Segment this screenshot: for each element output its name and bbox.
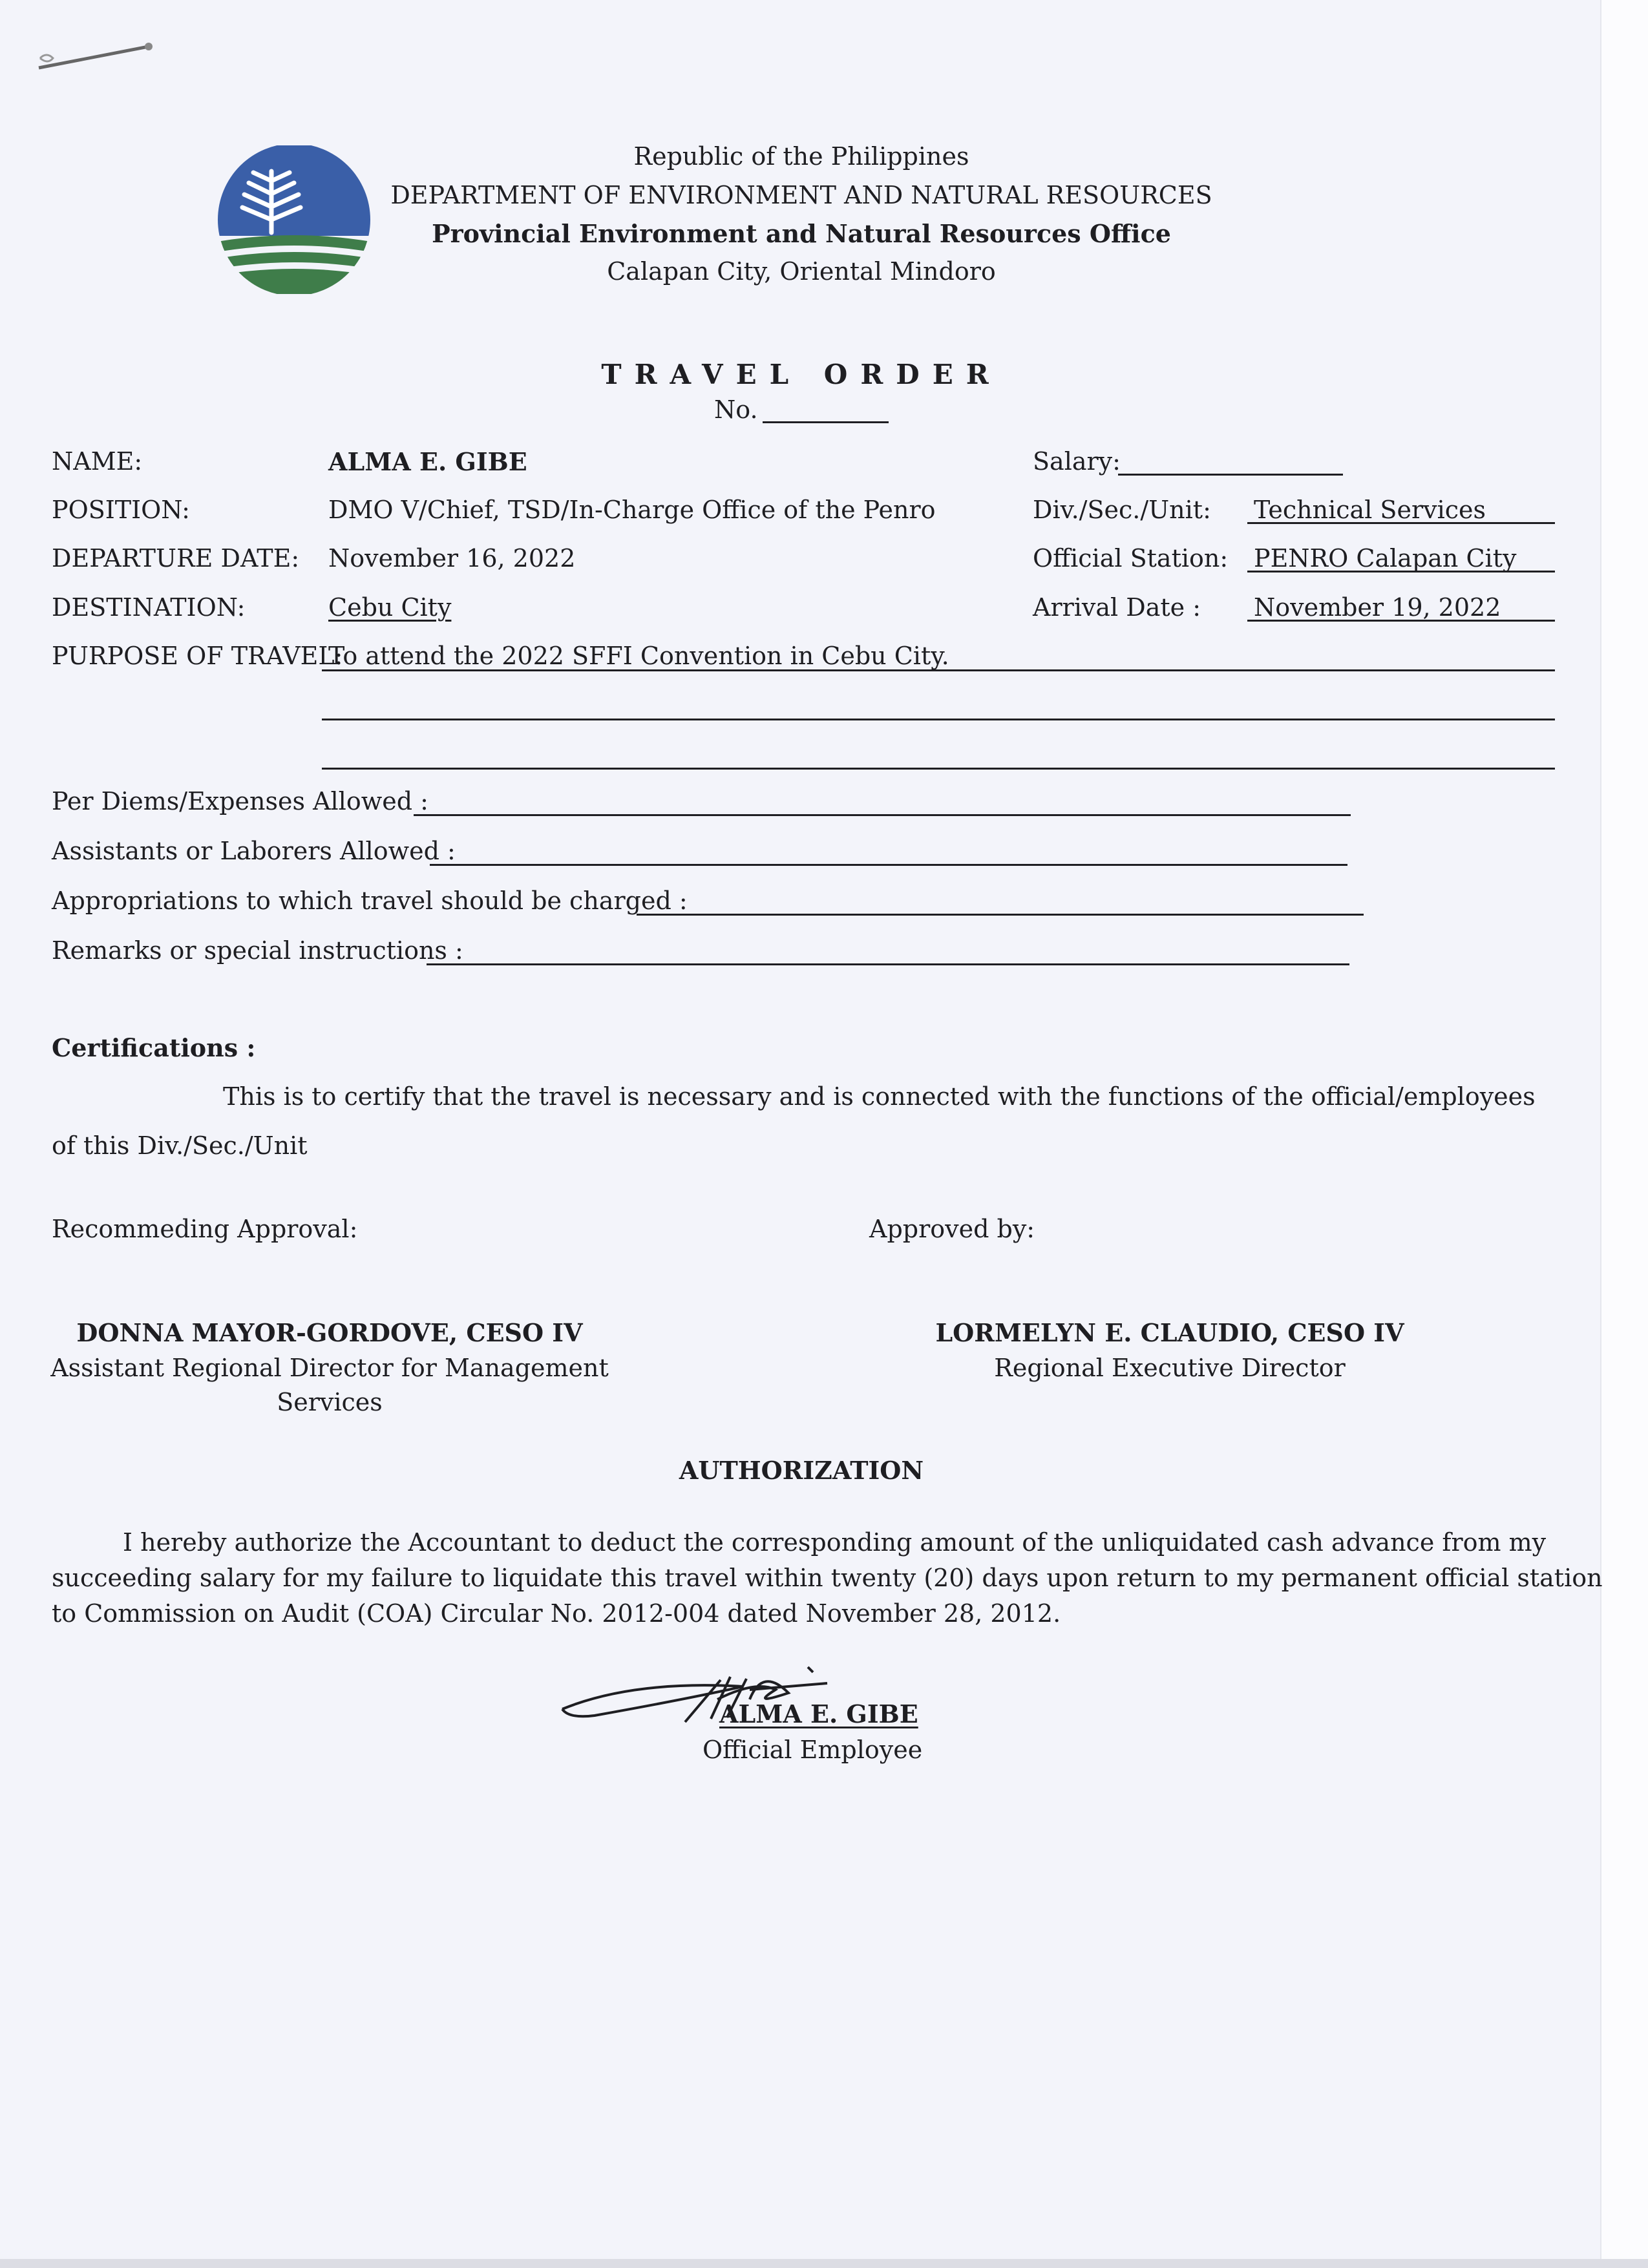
salary-label: Salary: xyxy=(1033,447,1121,476)
recommending-signatory-name: DONNA MAYOR-GORDOVE, CESO IV xyxy=(76,1318,583,1347)
letterhead-office: Provincial Environment and Natural Resources Office xyxy=(432,219,1171,248)
order-number-line xyxy=(763,421,889,423)
division-value: Technical Services xyxy=(1254,496,1486,524)
appropriations-label: Appropriations to which travel should be charged : xyxy=(52,887,688,915)
purpose-line-1 xyxy=(322,669,1555,671)
division-label: Div./Sec./Unit: xyxy=(1033,496,1211,524)
document-title: TRAVEL ORDER xyxy=(601,359,1002,390)
official-station-label: Official Station: xyxy=(1033,544,1229,572)
destination-label: DESTINATION: xyxy=(52,593,246,622)
authorization-heading: AUTHORIZATION xyxy=(679,1456,924,1485)
position-value: DMO V/Chief, TSD/In-Charge Office of the Penro xyxy=(328,496,936,524)
authorization-line-1: I hereby authorize the Accountant to deduct the corresponding amount of the unliquidated cash advance from my xyxy=(123,1528,1547,1557)
recommending-approval-label: Recommeding Approval: xyxy=(52,1215,358,1243)
assistants-label: Assistants or Laborers Allowed : xyxy=(52,837,456,865)
staple-mark-icon xyxy=(32,39,162,78)
name-label: NAME: xyxy=(52,447,143,476)
arrival-date-value: November 19, 2022 xyxy=(1254,593,1501,622)
approved-by-label: Approved by: xyxy=(869,1215,1035,1243)
position-label: POSITION: xyxy=(52,496,190,524)
certification-line-1: This is to certify that the travel is necessary and is connected with the functions of the official/employees xyxy=(223,1082,1536,1111)
employee-title: Official Employee xyxy=(703,1736,923,1764)
recommending-signatory-title-1: Assistant Regional Director for Management xyxy=(50,1354,609,1382)
authorization-line-2: succeeding salary for my failure to liquidate this travel within twenty (20) days upon return to my permanent official station xyxy=(52,1564,1603,1592)
purpose-line-2 xyxy=(322,719,1555,720)
name-value: ALMA E. GIBE xyxy=(328,447,527,476)
destination-value: Cebu City xyxy=(328,593,452,622)
scan-edge xyxy=(1600,0,1648,2268)
authorization-line-3: to Commission on Audit (COA) Circular No. 2012-004 dated November 28, 2012. xyxy=(52,1599,1061,1628)
remarks-label: Remarks or special instructions : xyxy=(52,936,463,965)
approving-signatory-title: Regional Executive Director xyxy=(994,1354,1346,1382)
recommending-signatory-title-2: Services xyxy=(277,1388,383,1416)
purpose-value: To attend the 2022 SFFI Convention in Cebu City. xyxy=(328,642,949,670)
official-station-value: PENRO Calapan City xyxy=(1254,544,1517,572)
letterhead-location: Calapan City, Oriental Mindoro xyxy=(607,257,996,286)
per-diems-line xyxy=(414,814,1351,816)
official-station-line xyxy=(1247,571,1555,572)
division-line xyxy=(1247,522,1555,524)
letterhead-republic: Republic of the Philippines xyxy=(633,142,969,171)
purpose-label: PURPOSE OF TRAVEL: xyxy=(52,642,343,670)
letterhead-department: DEPARTMENT OF ENVIRONMENT AND NATURAL RESOURCES xyxy=(390,181,1212,209)
remarks-line xyxy=(427,963,1349,965)
arrival-date-line xyxy=(1247,620,1555,622)
scan-bottom-edge xyxy=(0,2259,1648,2268)
order-number-label: No. xyxy=(714,395,758,424)
arrival-date-label: Arrival Date : xyxy=(1033,593,1201,622)
departure-date-value: November 16, 2022 xyxy=(328,544,576,572)
certification-line-2: of this Div./Sec./Unit xyxy=(52,1131,308,1160)
per-diems-label: Per Diems/Expenses Allowed : xyxy=(52,787,428,815)
salary-line xyxy=(1118,474,1343,476)
certifications-heading: Certifications : xyxy=(52,1033,256,1062)
approving-signatory-name: LORMELYN E. CLAUDIO, CESO IV xyxy=(935,1318,1404,1347)
appropriations-line xyxy=(637,914,1364,916)
assistants-line xyxy=(430,864,1347,866)
purpose-line-3 xyxy=(322,768,1555,770)
departure-date-label: DEPARTURE DATE: xyxy=(52,544,300,572)
employee-name: ALMA E. GIBE xyxy=(719,1699,918,1728)
